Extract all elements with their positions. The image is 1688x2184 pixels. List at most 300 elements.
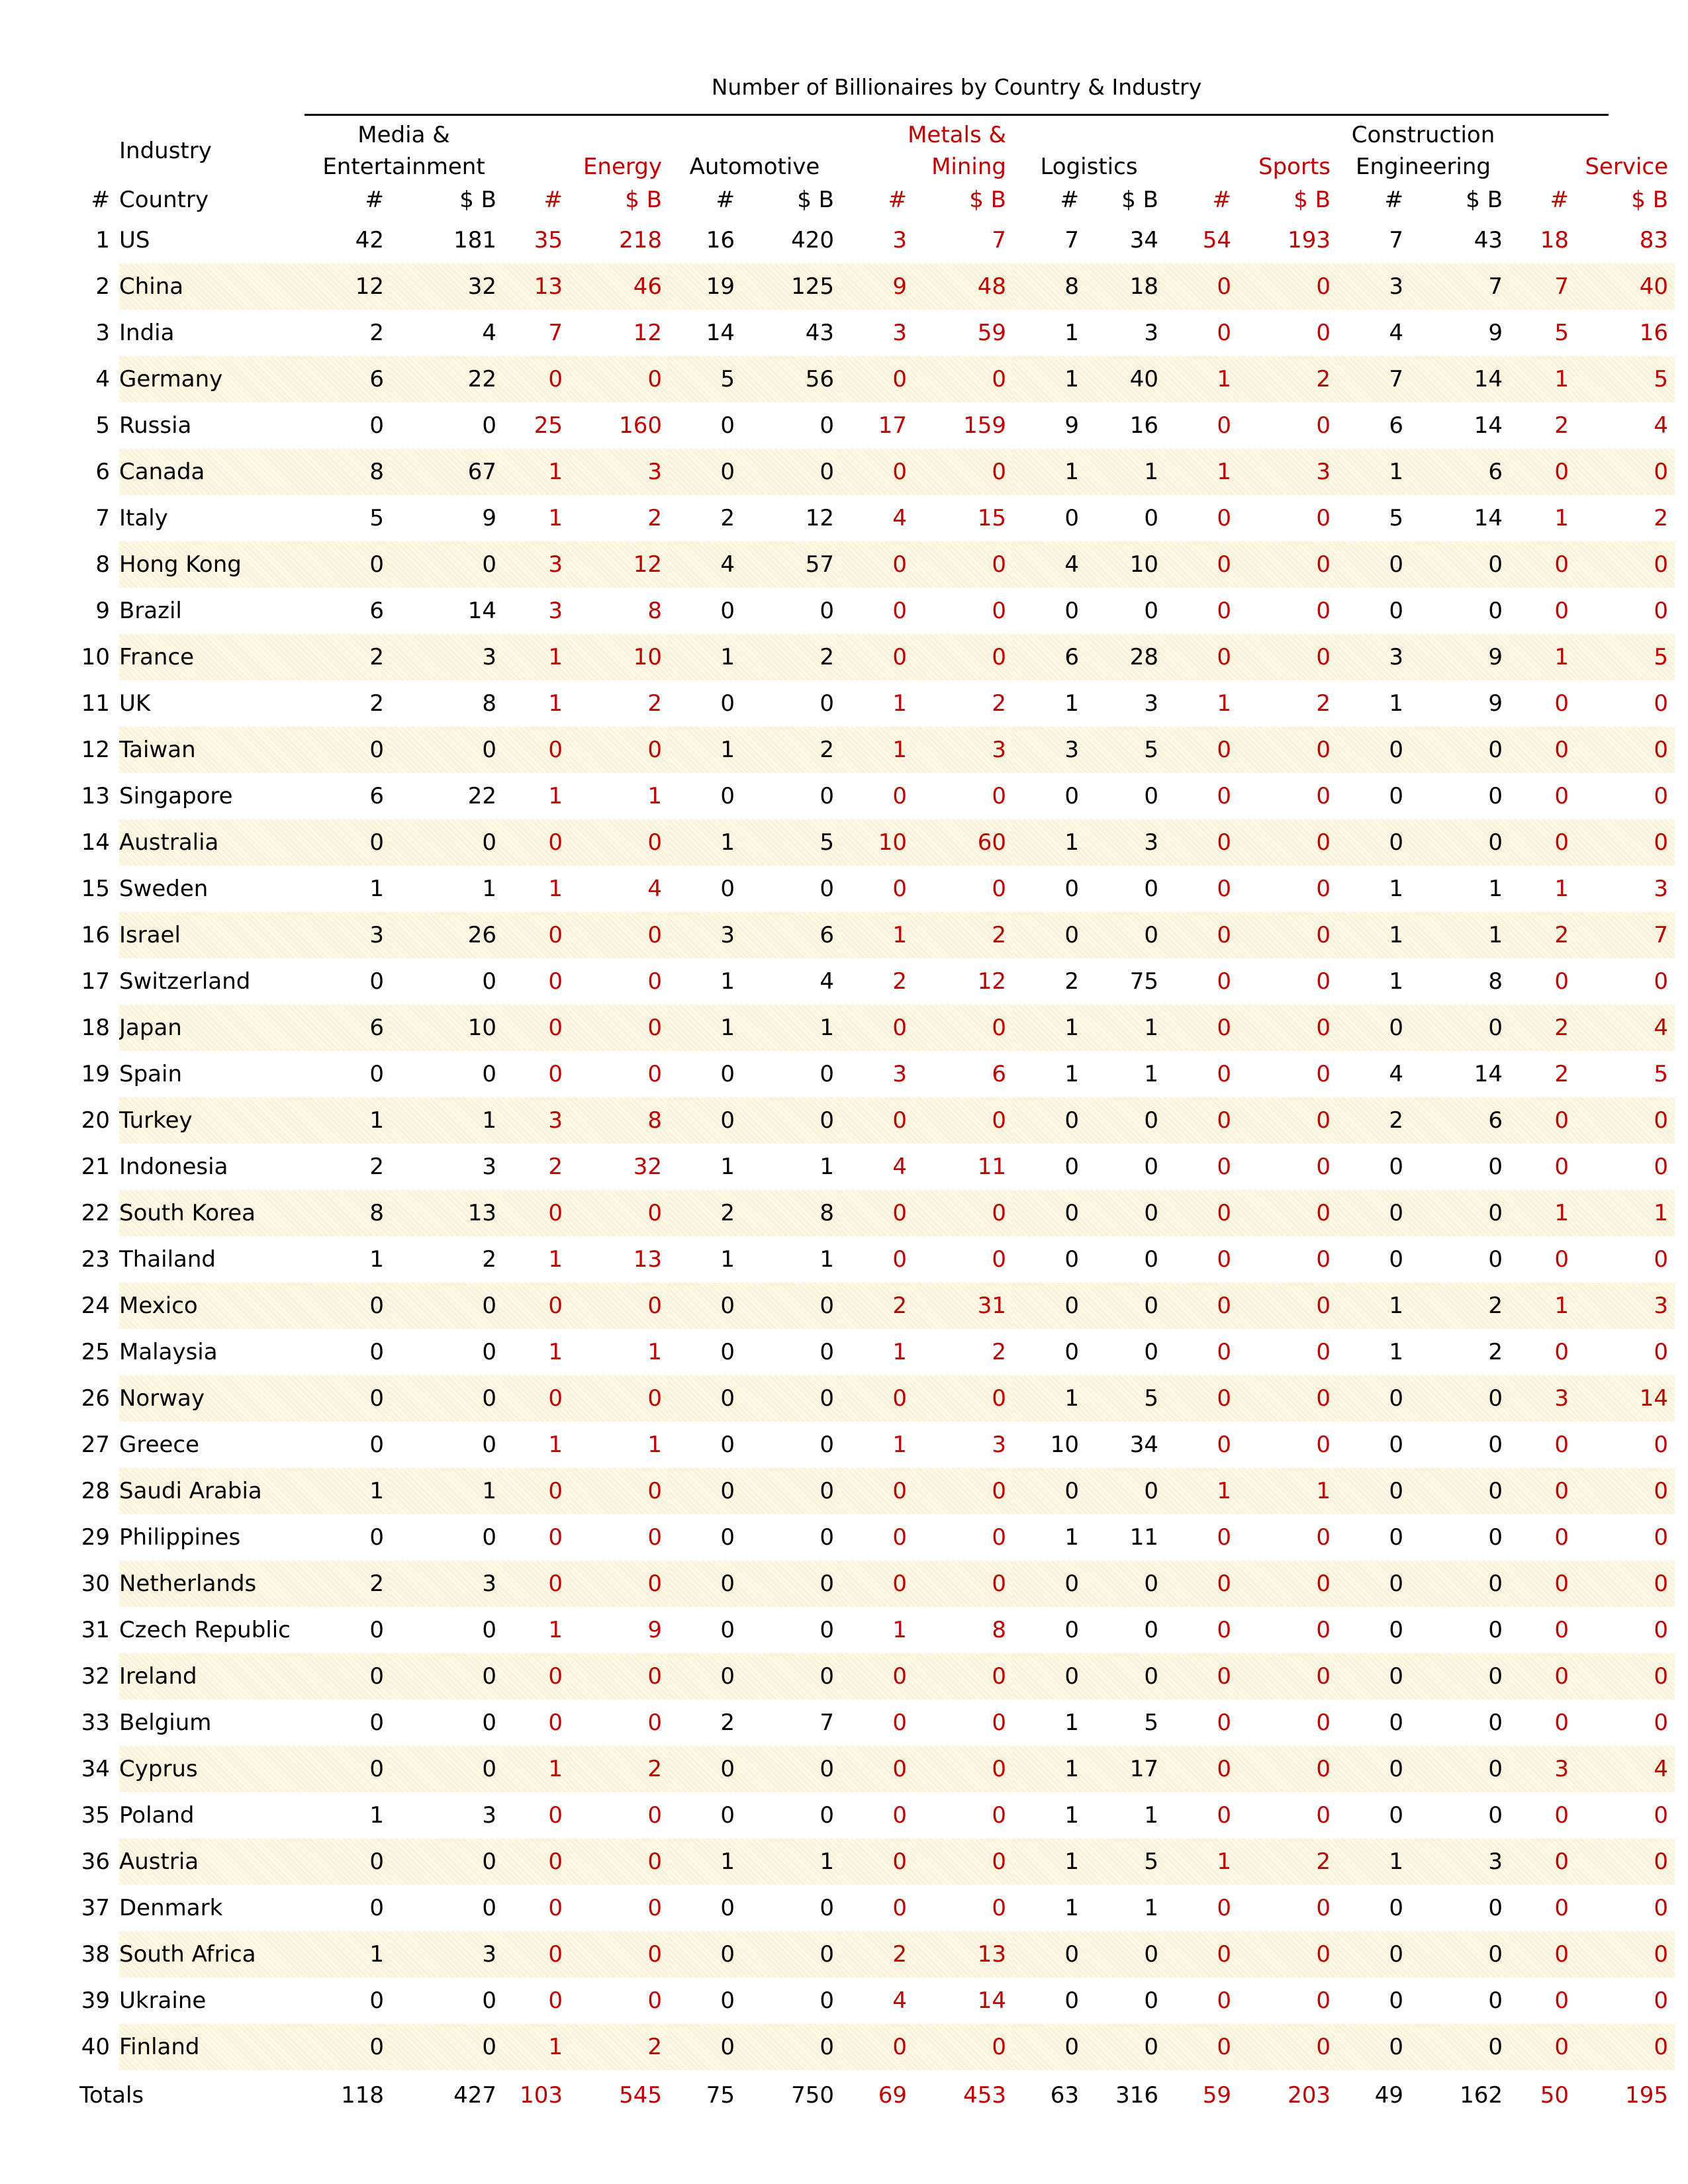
value-cell: 0 <box>720 1061 735 1087</box>
value-cell: 0 <box>1575 1561 1675 1607</box>
total-cell: 69 <box>878 2082 907 2109</box>
country-cell: Cyprus <box>119 1746 305 1792</box>
value-cell: 0 <box>569 1468 669 1514</box>
value-cell: 0 <box>992 1895 1006 1921</box>
value-cell: 0 <box>892 1246 907 1273</box>
value-cell: 32 <box>391 263 503 310</box>
value-cell: 7 <box>1389 227 1403 253</box>
value-cell: 0 <box>992 1709 1006 1736</box>
rank-cell: 8 <box>95 551 110 578</box>
value-cell: 0 <box>1337 1190 1410 1236</box>
value-cell: 0 <box>1488 1895 1503 1921</box>
value-cell: 0 <box>647 1895 662 1921</box>
value-cell: 43 <box>805 320 834 346</box>
value-cell: 0 <box>1554 1154 1570 1180</box>
value-cell: 0 <box>741 1931 841 1978</box>
value-cell: 1 <box>391 1097 503 1144</box>
value-cell: 1 <box>1144 1895 1158 1921</box>
value-cell: 0 <box>1013 2024 1086 2070</box>
value-cell: 0 <box>503 1190 569 1236</box>
country-cell: Greece <box>119 1432 200 1458</box>
value-cell: 0 <box>391 2024 503 2070</box>
table-row <box>79 866 1675 912</box>
value-cell: 0 <box>914 1005 1013 1051</box>
industry-line2-metals: Mining <box>931 154 1006 180</box>
value-cell: 1 <box>482 876 496 902</box>
rank-cell: 15 <box>81 876 110 902</box>
value-cell: 7 <box>1337 356 1410 402</box>
rank-cell: 38 <box>81 1941 110 1968</box>
value-cell: 0 <box>1144 1339 1158 1365</box>
country-cell: Poland <box>119 1802 195 1829</box>
count-header-2: # <box>716 187 735 213</box>
value-cell: 0 <box>1316 412 1331 439</box>
value-cell: 3 <box>305 912 391 958</box>
value-cell: 1 <box>669 1005 741 1051</box>
country-cell: Turkey <box>119 1097 305 1144</box>
country-cell: Belgium <box>119 1709 212 1736</box>
value-cell: 0 <box>841 1190 914 1236</box>
value-cell: 0 <box>1144 598 1158 624</box>
value-cell: 1 <box>1064 320 1079 346</box>
value-cell: 0 <box>391 1653 503 1700</box>
table-title: Number of Billionaires by Country & Industry <box>711 74 1202 100</box>
table-row <box>79 1607 1675 1653</box>
value-cell: 1 <box>1064 1524 1079 1551</box>
value-cell: 0 <box>820 412 834 439</box>
value-cell: 4 <box>1389 1061 1403 1087</box>
value-cell: 0 <box>1217 1154 1231 1180</box>
country-cell: Australia <box>119 819 305 866</box>
value-cell: 22 <box>467 783 496 809</box>
value-cell: 1 <box>1013 1375 1086 1422</box>
value-cell: 0 <box>1144 783 1158 809</box>
value-cell: 13 <box>503 263 569 310</box>
value-header-5: $ B <box>1293 187 1331 213</box>
rank-cell: 20 <box>81 1107 110 1134</box>
value-cell: 1 <box>548 783 563 809</box>
value-cell: 0 <box>1337 1931 1410 1978</box>
value-cell: 0 <box>992 598 1006 624</box>
value-cell: 0 <box>569 1653 669 1700</box>
value-cell: 0 <box>503 1283 569 1329</box>
rank-cell: 10 <box>81 644 110 670</box>
value-cell: 0 <box>1013 1283 1086 1329</box>
table-row <box>79 1561 1675 1607</box>
value-cell: 3 <box>1337 263 1410 310</box>
value-cell: 3 <box>892 1061 907 1087</box>
value-cell: 0 <box>1013 1653 1086 1700</box>
value-cell: 0 <box>1144 1617 1158 1643</box>
value-cell: 0 <box>892 1524 907 1551</box>
value-cell: 9 <box>1064 412 1079 439</box>
value-cell: 0 <box>482 1061 496 1087</box>
rank-cell: 36 <box>81 1848 110 1875</box>
value-cell: 0 <box>914 1097 1013 1144</box>
table-row <box>79 1051 1675 1097</box>
value-cell: 0 <box>720 1987 735 2014</box>
value-cell: 12 <box>977 968 1006 995</box>
value-cell: 0 <box>1554 1987 1570 2014</box>
industry-line2-energy: Energy <box>583 154 662 180</box>
industry-line2-construction: Engineering <box>1356 154 1491 180</box>
value-cell: 0 <box>1165 1375 1238 1422</box>
value-cell: 0 <box>1554 598 1570 624</box>
value-cell: 0 <box>1337 727 1410 773</box>
value-cell: 3 <box>1086 819 1165 866</box>
value-cell: 3 <box>548 598 563 624</box>
value-cell: 8 <box>992 1617 1006 1643</box>
value-cell: 5 <box>1389 505 1403 531</box>
value-cell: 9 <box>1488 690 1503 717</box>
total-cell: 750 <box>791 2082 834 2109</box>
value-cell: 6 <box>369 598 384 624</box>
value-cell: 0 <box>503 1005 569 1051</box>
value-cell: 0 <box>1144 1987 1158 2014</box>
value-cell: 0 <box>503 912 569 958</box>
value-cell: 2 <box>741 634 841 680</box>
value-cell: 0 <box>1217 505 1231 531</box>
value-cell: 0 <box>820 876 834 902</box>
value-cell: 1 <box>1509 1283 1575 1329</box>
value-cell: 2 <box>305 1561 391 1607</box>
value-cell: 0 <box>1410 1190 1509 1236</box>
total-cell: 118 <box>341 2082 384 2109</box>
value-cell: 0 <box>1554 1524 1570 1551</box>
header-line-1 <box>79 119 1675 151</box>
value-cell: 2 <box>647 505 662 531</box>
value-cell: 0 <box>741 1653 841 1700</box>
value-cell: 16 <box>706 227 735 253</box>
table-row <box>79 958 1675 1005</box>
value-cell: 4 <box>820 968 834 995</box>
value-cell: 0 <box>1654 1339 1669 1365</box>
value-cell: 0 <box>720 1339 735 1365</box>
value-cell: 0 <box>1165 2024 1238 2070</box>
industry-line2-service: Service <box>1585 154 1669 180</box>
table-row <box>79 1283 1675 1329</box>
value-header-2: $ B <box>797 187 834 213</box>
table-row <box>79 1375 1675 1422</box>
value-cell: 1 <box>1165 356 1238 402</box>
value-cell: 0 <box>1086 1468 1165 1514</box>
value-cell: 2 <box>1554 1061 1570 1087</box>
country-cell: Germany <box>119 356 305 402</box>
value-cell: 10 <box>841 819 914 866</box>
value-cell: 0 <box>841 1097 914 1144</box>
table-row <box>79 912 1675 958</box>
value-cell: 5 <box>1086 1839 1165 1885</box>
value-cell: 0 <box>1654 1617 1669 1643</box>
value-cell: 0 <box>548 1061 563 1087</box>
value-cell: 0 <box>482 1524 496 1551</box>
value-cell: 12 <box>633 320 662 346</box>
value-cell: 3 <box>914 727 1013 773</box>
value-cell: 0 <box>914 1561 1013 1607</box>
value-cell: 4 <box>1654 412 1669 439</box>
value-cell: 22 <box>391 356 503 402</box>
value-cell: 10 <box>391 1005 503 1051</box>
value-cell: 193 <box>1288 227 1331 253</box>
value-cell: 2 <box>1654 505 1669 531</box>
value-cell: 0 <box>647 1061 662 1087</box>
value-cell: 0 <box>1316 968 1331 995</box>
value-cell: 0 <box>569 1931 669 1978</box>
value-cell: 0 <box>1165 912 1238 958</box>
value-cell: 0 <box>1064 876 1079 902</box>
value-cell: 0 <box>569 912 669 958</box>
value-cell: 0 <box>914 1653 1013 1700</box>
value-cell: 3 <box>1144 690 1158 717</box>
value-cell: 42 <box>355 227 384 253</box>
country-cell: Sweden <box>119 876 209 902</box>
value-cell: 0 <box>1238 1190 1337 1236</box>
value-cell: 0 <box>1575 2024 1675 2070</box>
value-cell: 0 <box>1509 727 1575 773</box>
table-row <box>79 680 1675 727</box>
value-cell: 1 <box>892 1339 907 1365</box>
country-cell: Austria <box>119 1839 305 1885</box>
rank-cell: 18 <box>81 1015 110 1041</box>
value-cell: 0 <box>548 1895 563 1921</box>
value-cell: 18 <box>1540 227 1570 253</box>
value-cell: 0 <box>1086 2024 1165 2070</box>
value-cell: 2 <box>482 1246 496 1273</box>
value-cell: 1 <box>647 1339 662 1365</box>
rank-cell: 21 <box>81 1154 110 1180</box>
value-cell: 5 <box>1554 320 1570 346</box>
value-cell: 0 <box>647 1987 662 2014</box>
value-cell: 0 <box>1217 1246 1231 1273</box>
country-cell: Italy <box>119 505 168 531</box>
value-cell: 0 <box>1488 1246 1503 1273</box>
value-cell: 0 <box>1509 1839 1575 1885</box>
value-cell: 9 <box>1488 320 1503 346</box>
value-cell: 18 <box>1086 263 1165 310</box>
value-cell: 0 <box>1337 1468 1410 1514</box>
value-cell: 0 <box>741 1097 841 1144</box>
value-cell: 0 <box>820 1061 834 1087</box>
value-cell: 5 <box>1575 356 1675 402</box>
value-cell: 0 <box>1086 1190 1165 1236</box>
value-cell: 4 <box>1013 541 1086 588</box>
value-cell: 0 <box>1238 1283 1337 1329</box>
value-cell: 2 <box>1238 356 1337 402</box>
value-cell: 0 <box>1337 819 1410 866</box>
country-cell: Brazil <box>119 598 182 624</box>
value-cell: 0 <box>1488 1802 1503 1829</box>
value-cell: 25 <box>534 412 563 439</box>
value-cell: 0 <box>1238 1746 1337 1792</box>
value-cell: 1 <box>1165 1468 1238 1514</box>
value-cell: 0 <box>1217 1802 1231 1829</box>
value-cell: 8 <box>1488 968 1503 995</box>
value-cell: 1 <box>1389 876 1403 902</box>
value-cell: 35 <box>534 227 563 253</box>
value-cell: 0 <box>820 1895 834 1921</box>
value-cell: 4 <box>647 876 662 902</box>
country-cell: Singapore <box>119 783 233 809</box>
value-cell: 0 <box>569 356 669 402</box>
value-cell: 0 <box>369 1895 384 1921</box>
value-cell: 14 <box>706 320 735 346</box>
country-cell: Ireland <box>119 1653 305 1700</box>
value-cell: 4 <box>482 320 496 346</box>
value-cell: 1 <box>1165 1839 1238 1885</box>
value-cell: 0 <box>503 356 569 402</box>
value-cell: 8 <box>305 449 391 495</box>
value-cell: 1 <box>669 727 741 773</box>
table-row <box>79 1746 1675 1792</box>
value-cell: 0 <box>841 1561 914 1607</box>
value-cell: 13 <box>391 1190 503 1236</box>
value-cell: 0 <box>305 1283 391 1329</box>
table-row <box>79 263 1675 310</box>
value-cell: 7 <box>548 320 563 346</box>
value-cell: 1 <box>369 1802 384 1829</box>
value-cell: 0 <box>647 968 662 995</box>
country-cell: France <box>119 634 305 680</box>
value-cell: 14 <box>1575 1375 1675 1422</box>
value-cell: 3 <box>1144 320 1158 346</box>
value-cell: 0 <box>1337 1653 1410 1700</box>
rank-cell: 32 <box>81 1663 110 1690</box>
value-cell: 0 <box>820 690 834 717</box>
value-cell: 6 <box>1410 1097 1509 1144</box>
rank-cell: 26 <box>81 1385 110 1412</box>
value-cell: 0 <box>503 1653 569 1700</box>
value-cell: 0 <box>1488 1709 1503 1736</box>
total-cell: 453 <box>963 2082 1006 2109</box>
value-cell: 0 <box>1316 598 1331 624</box>
rank-cell: 34 <box>81 1756 110 1782</box>
value-cell: 3 <box>503 541 569 588</box>
value-cell: 1 <box>1013 356 1086 402</box>
value-header-0: $ B <box>459 187 496 213</box>
value-cell: 0 <box>1410 2024 1509 2070</box>
country-cell: Israel <box>119 912 305 958</box>
value-cell: 2 <box>841 1931 914 1978</box>
country-cell: Mexico <box>119 1283 305 1329</box>
value-cell: 0 <box>1488 783 1503 809</box>
value-cell: 0 <box>391 1839 503 1885</box>
value-cell: 0 <box>482 1987 496 2014</box>
rank-cell: 39 <box>81 1987 110 2014</box>
value-header-1: $ B <box>625 187 662 213</box>
value-cell: 0 <box>503 1375 569 1422</box>
value-cell: 0 <box>1217 320 1231 346</box>
value-cell: 0 <box>1217 1524 1231 1551</box>
value-cell: 0 <box>305 1839 391 1885</box>
value-cell: 0 <box>1337 1005 1410 1051</box>
value-cell: 0 <box>569 1561 669 1607</box>
value-cell: 0 <box>569 1839 669 1885</box>
value-cell: 0 <box>1337 1375 1410 1422</box>
value-cell: 0 <box>720 1432 735 1458</box>
value-cell: 0 <box>391 1746 503 1792</box>
value-cell: 0 <box>482 1617 496 1643</box>
rank-cell: 3 <box>95 320 110 346</box>
value-cell: 15 <box>977 505 1006 531</box>
value-cell: 0 <box>820 1987 834 2014</box>
country-cell: Czech Republic <box>119 1617 291 1643</box>
value-cell: 0 <box>914 2024 1013 2070</box>
value-cell: 8 <box>569 1097 669 1144</box>
value-cell: 0 <box>1654 1246 1669 1273</box>
value-cell: 0 <box>1165 1190 1238 1236</box>
value-cell: 2 <box>569 2024 669 2070</box>
value-cell: 0 <box>1509 819 1575 866</box>
value-cell: 1 <box>503 2024 569 2070</box>
value-cell: 0 <box>1488 598 1503 624</box>
value-cell: 0 <box>1554 968 1570 995</box>
value-cell: 1 <box>1509 356 1575 402</box>
value-cell: 17 <box>1086 1746 1165 1792</box>
value-cell: 0 <box>1217 598 1231 624</box>
value-cell: 6 <box>369 783 384 809</box>
value-cell: 0 <box>992 783 1006 809</box>
header-line-2 <box>79 151 1675 183</box>
value-cell: 1 <box>669 819 741 866</box>
value-cell: 12 <box>805 505 834 531</box>
value-cell: 0 <box>1165 263 1238 310</box>
value-cell: 0 <box>503 1468 569 1514</box>
value-cell: 0 <box>841 449 914 495</box>
industry-line1-sports <box>1165 119 1337 151</box>
value-cell: 0 <box>369 1987 384 2014</box>
value-cell: 0 <box>1013 1561 1086 1607</box>
table-row <box>79 1329 1675 1375</box>
country-cell: South Korea <box>119 1190 305 1236</box>
value-cell: 181 <box>453 227 496 253</box>
value-cell: 0 <box>992 1802 1006 1829</box>
value-cell: 2 <box>741 727 841 773</box>
value-cell: 7 <box>1410 263 1509 310</box>
value-cell: 0 <box>1488 1432 1503 1458</box>
total-cell: 195 <box>1625 2082 1669 2109</box>
rank-cell: 25 <box>81 1339 110 1365</box>
value-cell: 0 <box>669 1746 741 1792</box>
value-cell: 0 <box>1217 1987 1231 2014</box>
value-cell: 2 <box>1554 412 1570 439</box>
value-cell: 0 <box>892 1709 907 1736</box>
country-cell: Taiwan <box>119 727 305 773</box>
value-cell: 1 <box>503 449 569 495</box>
header-rule <box>305 114 1609 116</box>
value-cell: 1 <box>1144 1802 1158 1829</box>
value-cell: 1 <box>841 912 914 958</box>
value-cell: 83 <box>1639 227 1669 253</box>
value-cell: 0 <box>1013 1468 1086 1514</box>
country-cell: Spain <box>119 1061 182 1087</box>
rank-header: # <box>91 187 110 213</box>
value-cell: 0 <box>1554 1339 1570 1365</box>
value-cell: 0 <box>1410 1931 1509 1978</box>
value-cell: 2 <box>1238 1839 1337 1885</box>
value-cell: 1 <box>548 876 563 902</box>
rank-cell: 2 <box>95 273 110 300</box>
billionaires-table <box>79 119 1675 2120</box>
value-cell: 0 <box>369 1709 384 1736</box>
value-cell: 0 <box>669 1097 741 1144</box>
table-row <box>79 541 1675 588</box>
value-cell: 0 <box>647 1709 662 1736</box>
value-cell: 57 <box>741 541 841 588</box>
value-cell: 0 <box>369 968 384 995</box>
value-cell: 0 <box>1389 598 1403 624</box>
value-cell: 0 <box>1238 1561 1337 1607</box>
value-cell: 0 <box>820 598 834 624</box>
